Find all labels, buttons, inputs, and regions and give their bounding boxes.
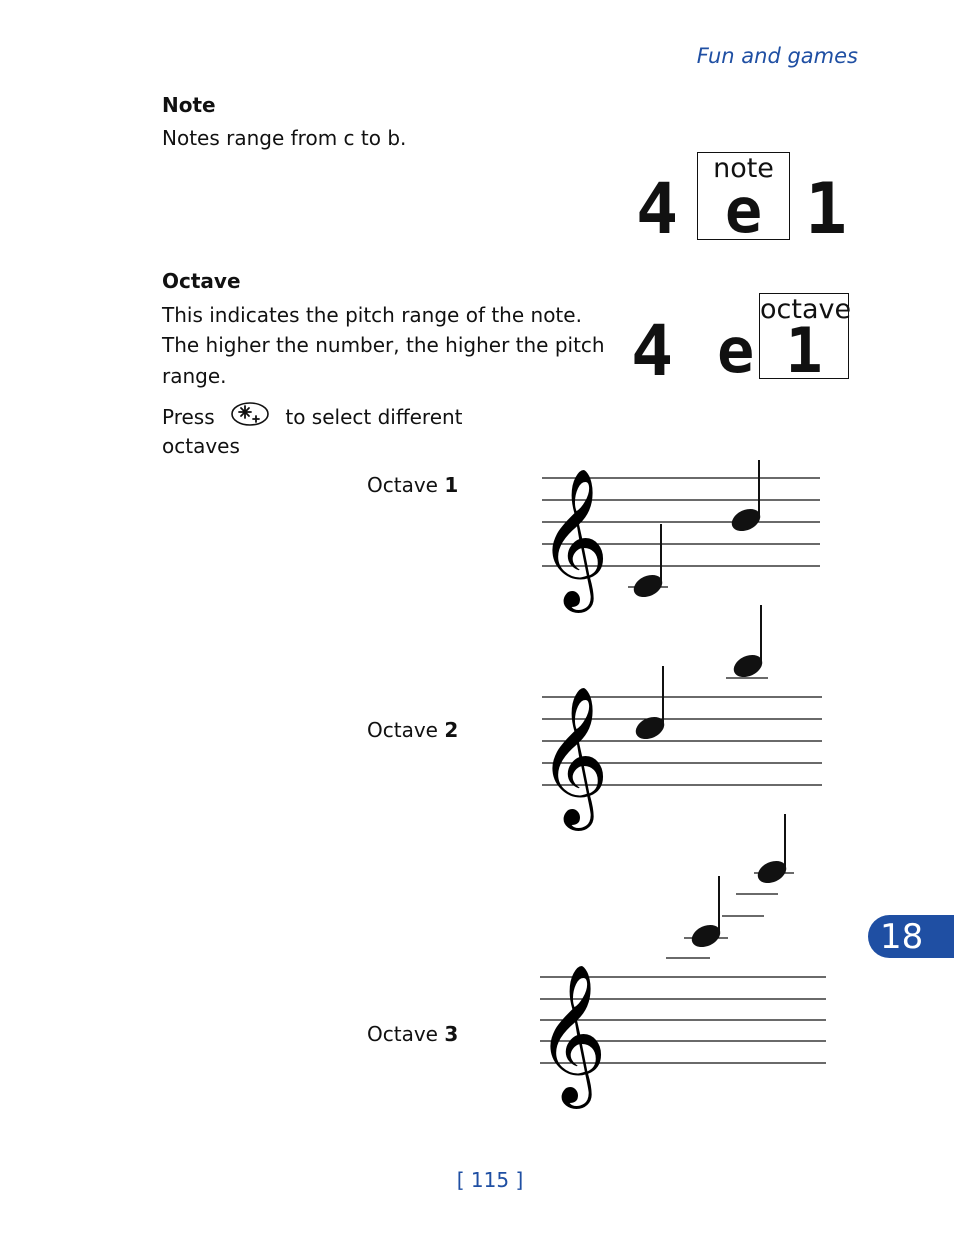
- treble-clef-icon: 𝄞: [536, 964, 607, 1103]
- note-head: [632, 666, 668, 743]
- octave-3-label: Octave 3: [367, 1022, 459, 1046]
- page-number: [ 115 ]: [456, 1168, 524, 1192]
- octave-2-label: Octave 2: [367, 718, 459, 742]
- treble-clef-icon: 𝄞: [538, 686, 609, 825]
- tempo-digit: 4: [631, 310, 674, 392]
- octave-line-3: range.: [162, 364, 227, 388]
- octave-heading: Octave: [162, 269, 241, 293]
- note-selection-box: [697, 152, 790, 247]
- octave-line-2: The higher the number, the higher the pitch: [162, 333, 605, 357]
- chapter-tab: 18: [868, 915, 954, 958]
- note-head: [728, 460, 764, 535]
- note-label: note: [713, 153, 774, 184]
- note-head: [754, 814, 790, 887]
- press-instruction-line-2: octaves: [162, 434, 240, 458]
- treble-clef-icon: 𝄞: [538, 468, 609, 607]
- tempo-digit: 4: [636, 168, 679, 250]
- octave-1-label: Octave 1: [367, 473, 459, 497]
- octave-1-staff: [530, 450, 830, 610]
- ledger-lines: [666, 873, 794, 958]
- note-screen-illustration: [630, 150, 850, 250]
- octave-digit: 1: [805, 168, 848, 250]
- note-letter: e: [717, 314, 755, 387]
- octave-selection-box: [759, 293, 852, 387]
- octave-screen-digit: 1: [785, 314, 823, 387]
- section-header: Fun and games: [696, 44, 858, 68]
- press-word: Press: [162, 405, 215, 429]
- octave-screen-illustration: [625, 290, 855, 392]
- note-description: Notes range from c to b.: [162, 126, 407, 150]
- note-letter: e: [724, 174, 763, 247]
- press-rest: to select different: [285, 405, 463, 429]
- note-head: [630, 524, 666, 601]
- note-head: [730, 605, 766, 681]
- note-heading: Note: [162, 93, 216, 117]
- note-head: [688, 876, 724, 951]
- octave-line-1: This indicates the pitch range of the note.: [162, 303, 582, 327]
- octave-screen-label: octave: [760, 294, 852, 325]
- octave-2-staff: [530, 600, 830, 825]
- octave-3-staff: [528, 810, 838, 1103]
